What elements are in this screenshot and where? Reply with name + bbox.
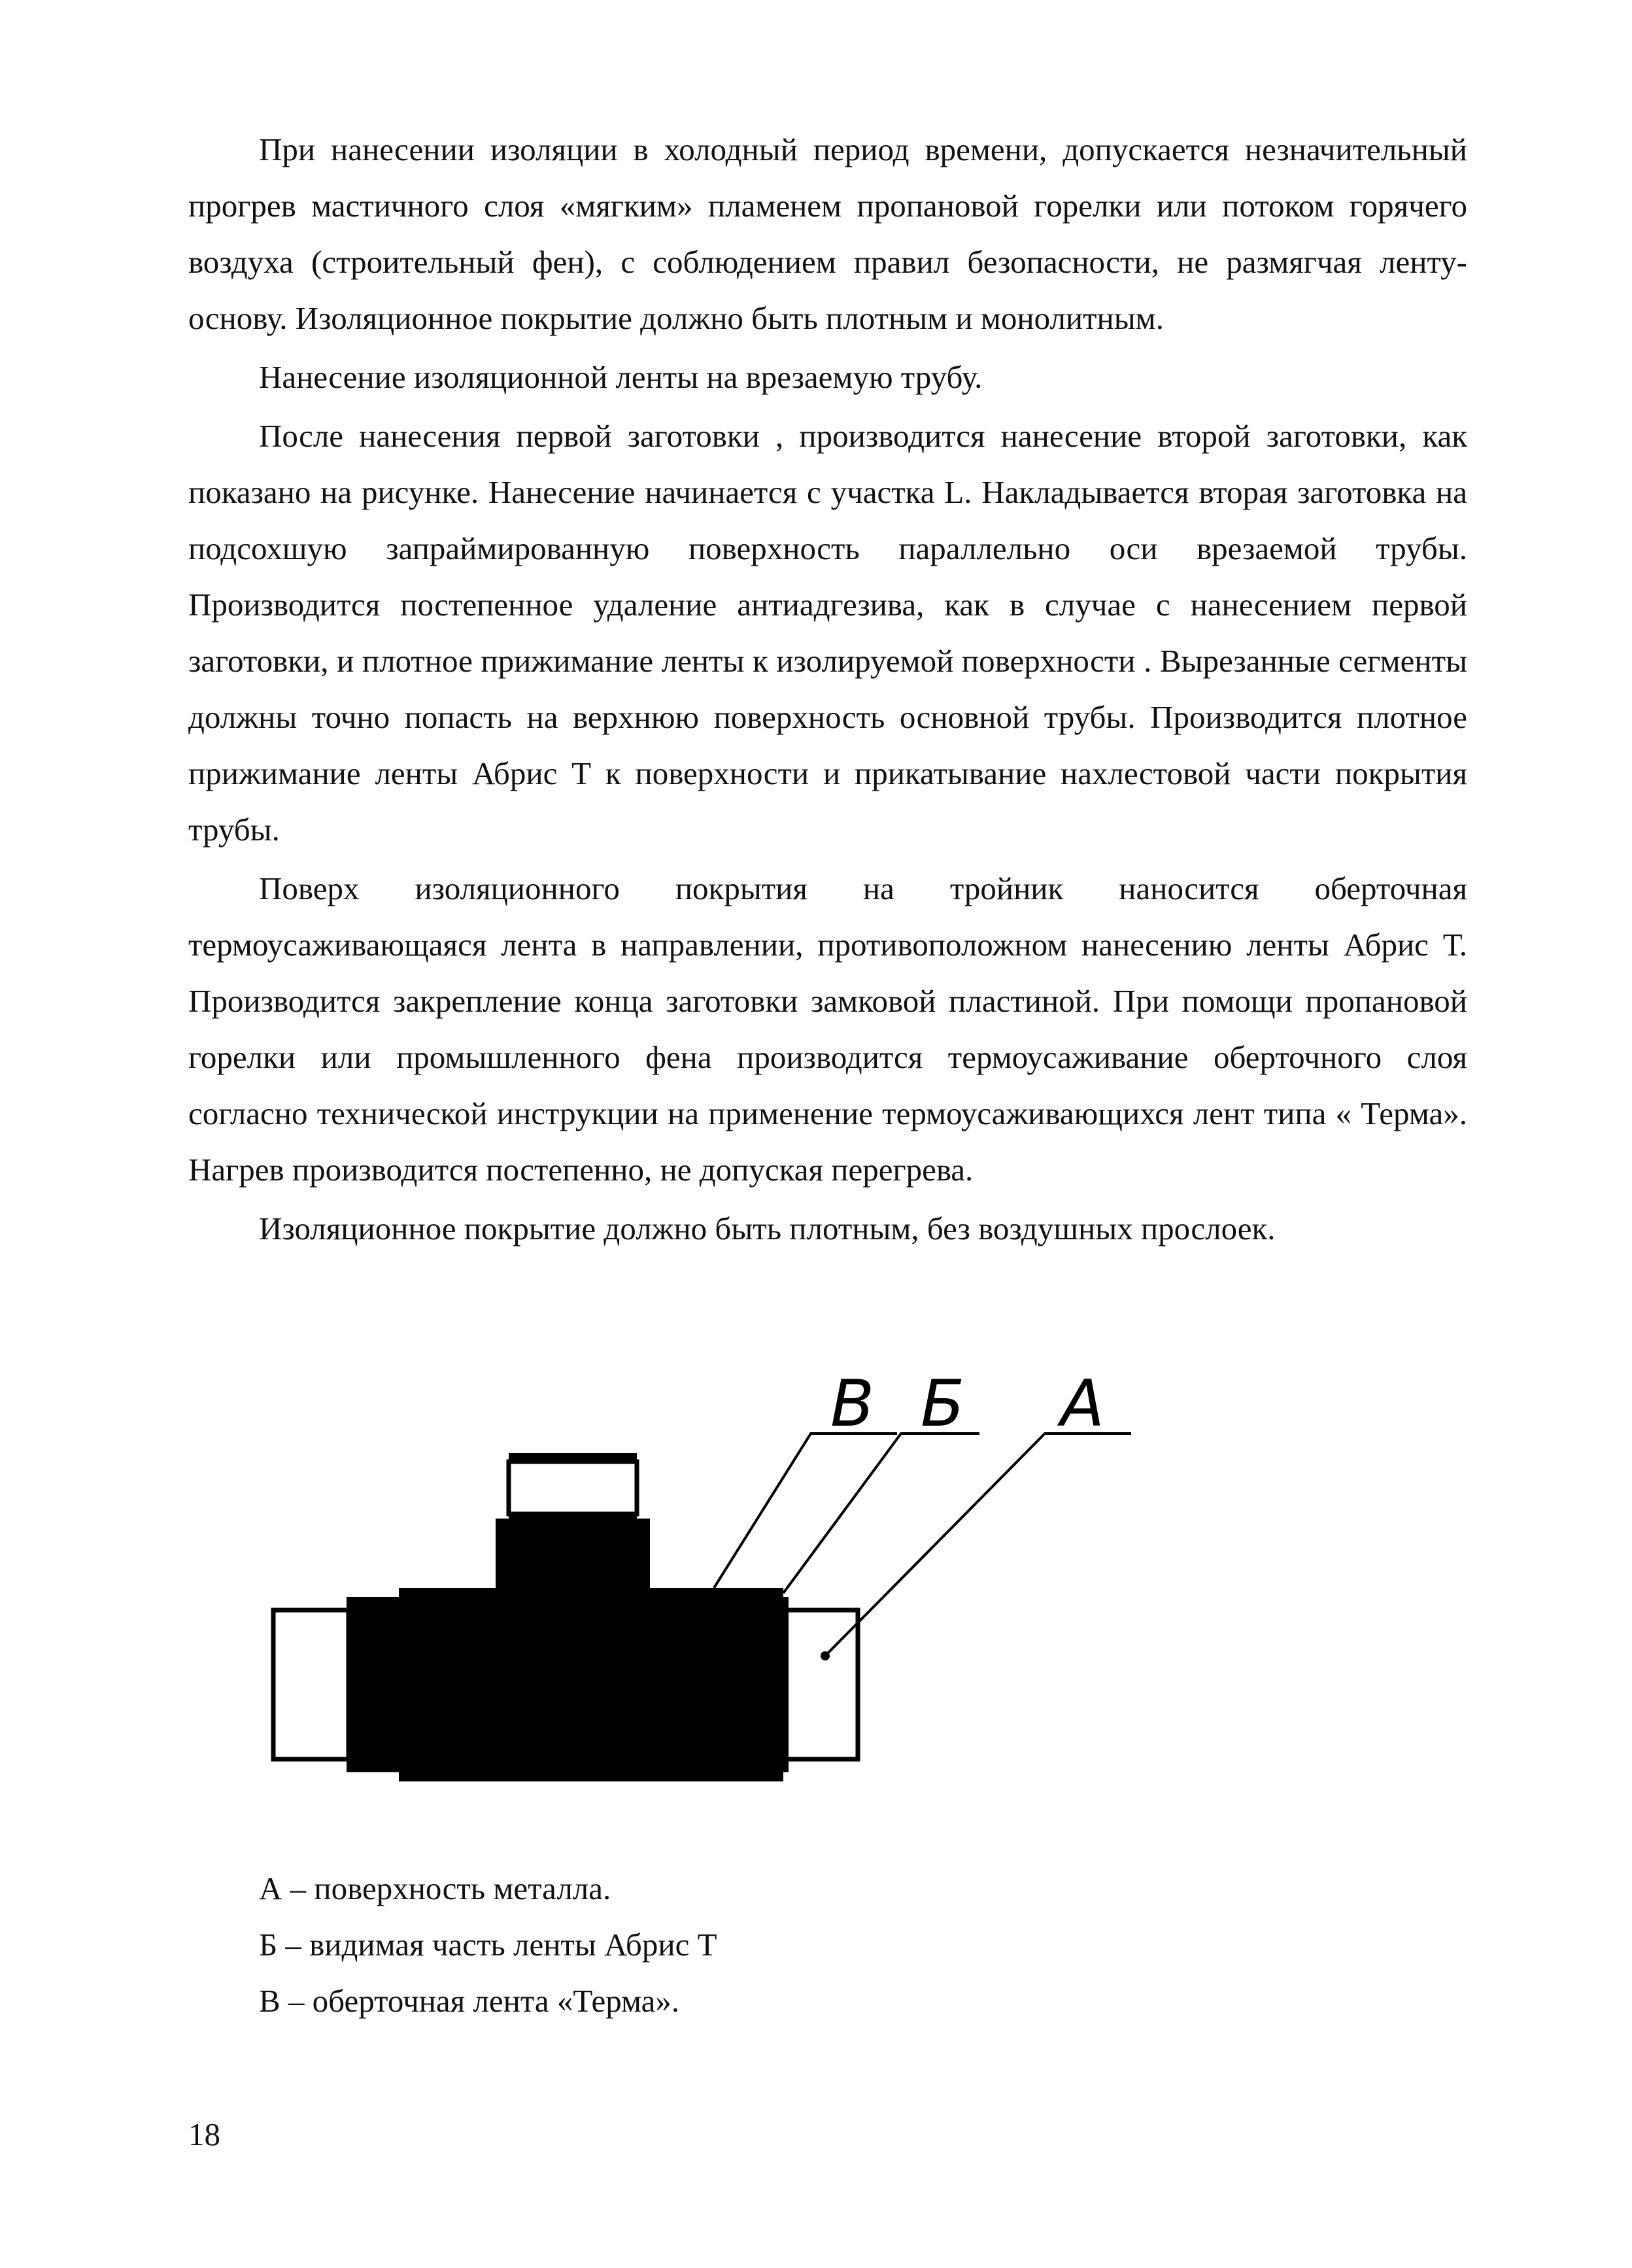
- legend-item-v: В – оберточная лента «Терма».: [259, 1983, 680, 2019]
- leader-a: [825, 1434, 1131, 1656]
- leader-v: [714, 1434, 897, 1588]
- figure-legend: [259, 1861, 717, 2029]
- paragraph-2: Нанесение изоляционной ленты на врезаемую трубу.: [259, 359, 983, 395]
- paragraph-4: Поверх изоляционного покрытия на тройник наносится оберточная термоусаживающаяся лента в направлении, противоположном нанесению ленты Абрис Т. Производится закрепление конца заготовки замковой пластиной. При помощи пропановой горелки или промышленного фена производится термоусаживание оберточного слоя согласно технической инструкции на применение термоусаживающихся лент типа « Терма». Нагрев производится постепенно, не допуская перегрева.: [188, 870, 1467, 1188]
- pipe-left-end: [273, 1610, 348, 1759]
- branch-coating: [509, 1453, 637, 1538]
- legend-item-b: Б – видимая часть ленты Абрис Т: [259, 1927, 717, 1963]
- terma-wrap-main: [399, 1588, 783, 1781]
- paragraph-3: После нанесения первой заготовки , производится нанесение второй заготовки, как показано на рисунке. Нанесение начинается с участка L. Накладывается вторая заготовка на подсохшую запраймированную поверхность параллельно оси врезаемой трубы. Производится постепенное удаление антиадгезива, как в случае с нанесением первой заготовки, и плотное прижимание ленты к изолируемой поверхности . Вырезанные сегменты должны точно попасть на верхнюю поверхность основной трубы. Производится плотное прижимание ленты Абрис Т к поверхности и прикатывание нахлестовой части покрытия трубы.: [188, 418, 1467, 848]
- branch-band: [496, 1519, 650, 1617]
- leader-b: [783, 1434, 979, 1593]
- paragraph-1: При нанесении изоляции в холодный период времени, допускается незначительный прогрев мастичного слоя «мягким» пламенем пропановой горелки или потоком горячего воздуха (строительный фен), с соблюдением правил безопасности, не размягчая ленту-основу. Изоляционное покрытие должно быть плотным и монолитным.: [188, 131, 1467, 336]
- page-number: 18: [188, 2116, 220, 2152]
- legend-item-a: А – поверхность металла.: [259, 1870, 611, 1906]
- point-a-marker: [821, 1651, 830, 1660]
- label-b: Б: [921, 1367, 965, 1441]
- label-v: В: [830, 1367, 875, 1441]
- body-text: [188, 122, 1467, 1257]
- abris-band: [347, 1597, 789, 1772]
- label-a: А: [1061, 1367, 1105, 1441]
- pipe-right-end: [786, 1610, 858, 1759]
- paragraph-5: Изоляционное покрытие должно быть плотным, без воздушных прослоек.: [259, 1211, 1276, 1246]
- branch-top: [509, 1462, 637, 1514]
